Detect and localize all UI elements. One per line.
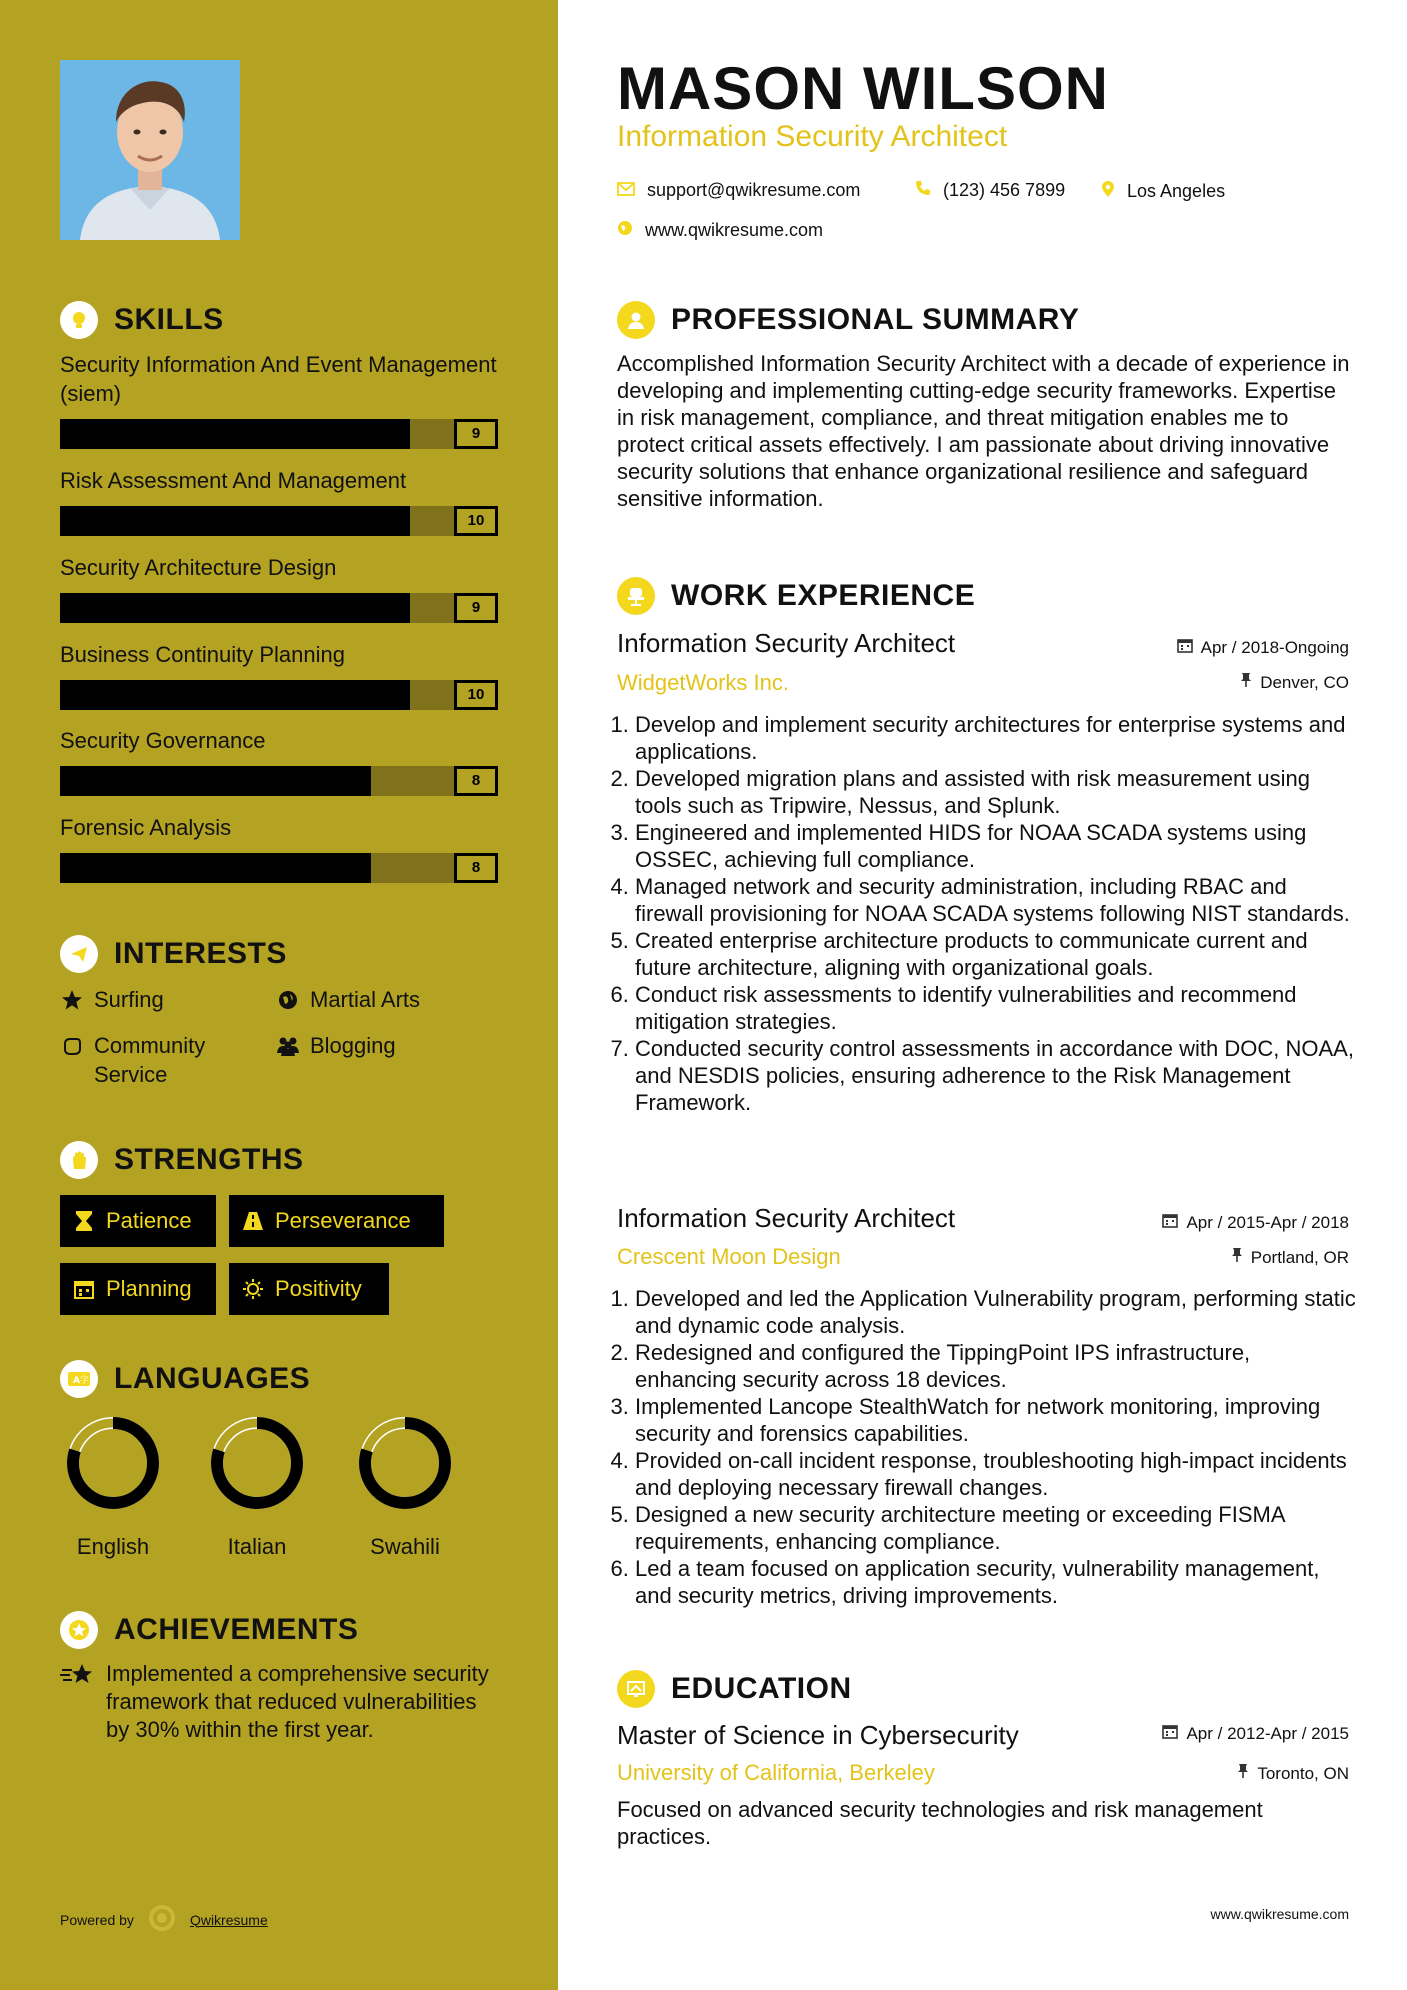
job-responsibilities (617, 711, 1357, 1116)
strength-badge (229, 1195, 444, 1247)
education-location-text: Toronto, ON (1257, 1763, 1349, 1783)
svg-text:字: 字 (80, 1376, 90, 1386)
pushpin-icon (1240, 672, 1252, 693)
job-title: Information Security Architect (617, 628, 956, 658)
skills-heading (60, 301, 224, 339)
interest-label: Surfing (94, 987, 164, 1012)
languages-title: LANGUAGES (114, 1362, 311, 1395)
job-location-text: Denver, CO (1260, 672, 1349, 692)
degree-title: Master of Science in Cybersecurity (617, 1720, 1019, 1750)
globe-icon (617, 220, 633, 241)
skill-bar (60, 853, 498, 883)
achievements-title: ACHIEVEMENTS (114, 1613, 359, 1646)
achievement-text: Implemented a comprehensive security framework that reduced vulnerabilities by 30% within the first year. (106, 1661, 489, 1742)
interest-item (276, 985, 420, 1014)
skills-title: SKILLS (114, 303, 224, 336)
envelope-icon (617, 180, 635, 201)
strength-badge (229, 1263, 389, 1315)
svg-text:A: A (73, 1376, 80, 1386)
contact-phone[interactable] (915, 180, 1065, 201)
skill-bar-fill (60, 680, 410, 710)
hand-raised-icon (60, 1141, 98, 1179)
skill-bar-fill (60, 419, 410, 449)
hand-icon (60, 1031, 84, 1060)
responsibility-item: 1. Developed and led the Application Vulnerability program, performing static and dynamic code analysis. (635, 1285, 1357, 1339)
interest-item (60, 985, 164, 1014)
job-location (1231, 1247, 1349, 1268)
language-ring (357, 1415, 453, 1511)
skill-bar (60, 680, 498, 710)
responsibility-item: 5. Created enterprise architecture products to communicate current and future architecture, aligning with organizational goals. (635, 927, 1357, 981)
responsibility-item: 3. Implemented Lancope StealthWatch for network monitoring, improving security and forensics capabilities. (635, 1393, 1357, 1447)
job-company: WidgetWorks Inc. (617, 670, 789, 695)
candidate-name: MASON WILSON (617, 55, 1109, 122)
responsibility-item: 6. Conduct risk assessments to identify vulnerabilities and recommend mitigation strategies. (635, 981, 1357, 1035)
profile-photo (60, 60, 240, 240)
job-dates-text: Apr / 2015-Apr / 2018 (1186, 1212, 1349, 1232)
language-name: Swahili (370, 1534, 440, 1559)
strength-label: Planning (106, 1276, 192, 1301)
profile-photo-illustration (60, 60, 240, 240)
skill-name: Risk Assessment And Management (60, 468, 407, 493)
contact-email[interactable] (617, 180, 860, 201)
qwikresume-link[interactable]: Qwikresume (189, 1911, 268, 1928)
calendar-icon (1162, 1723, 1178, 1744)
language-item (340, 1415, 470, 1560)
interest-label: Martial Arts (310, 987, 421, 1012)
calendar-icon (1177, 637, 1193, 658)
job-location (1240, 672, 1349, 693)
powered-by (60, 1904, 268, 1935)
job-company: Crescent Moon Design (617, 1244, 841, 1269)
skill-score: 8 (454, 766, 498, 796)
skill-item (60, 553, 498, 616)
responsibility-item: 3. Engineered and implemented HIDS for NOAA SCADA systems using OSSEC, achieving full compliance. (635, 819, 1357, 873)
responsibility-item: 4. Managed network and security administration, including RBAC and firewall provisioning for NOAA SCADA systems following NIST standards. (635, 873, 1357, 927)
strengths-title: STRENGTHS (114, 1143, 304, 1176)
achievements-heading (60, 1611, 358, 1649)
summary-title: PROFESSIONAL SUMMARY (671, 303, 1080, 336)
pushpin-icon (1231, 1247, 1243, 1268)
language-name: Italian (227, 1534, 287, 1559)
language-name: English (76, 1534, 150, 1559)
language-ring (65, 1415, 161, 1511)
phone-text: (123) 456 7899 (943, 180, 1066, 200)
skill-score: 10 (454, 680, 498, 710)
skill-score: 9 (454, 419, 498, 449)
skill-score: 9 (454, 593, 498, 623)
languages-heading (60, 1360, 310, 1398)
skill-item (60, 350, 498, 442)
sun-icon (241, 1277, 265, 1301)
strength-label: Patience (106, 1208, 192, 1233)
education-dates (1162, 1723, 1349, 1744)
strength-badge (60, 1263, 216, 1315)
responsibility-item: 2. Redesigned and configured the TippingPoint IPS infrastructure, enhancing security across 18 devices. (635, 1339, 1357, 1393)
paper-plane-icon (60, 935, 98, 973)
work-title: WORK EXPERIENCE (671, 579, 976, 612)
summary-text: Accomplished Information Security Architect with a decade of experience in developing and implementing cutting-edge security frameworks. Expertise in risk management, compliance, and threat mitigation enables me to protect critical assets effectively. I am passionate about driving innovative security solutions that enhance organizational resilience and safeguard sensitive information. (617, 351, 1350, 511)
achievement-item (60, 1660, 490, 1744)
education-description: Focused on advanced security technologies and risk management practices. (617, 1797, 1263, 1849)
skill-name: Security Information And Event Management (siem) (60, 352, 497, 406)
language-item (192, 1415, 322, 1560)
candidate-role: Information Security Architect (617, 120, 1008, 153)
skill-name: Business Continuity Planning (60, 642, 345, 667)
hourglass-icon (72, 1209, 96, 1233)
road-icon (241, 1209, 265, 1233)
skill-score: 8 (454, 853, 498, 883)
education-title: EDUCATION (671, 1672, 852, 1705)
education-location (1237, 1763, 1349, 1784)
footer-url[interactable]: www.qwikresume.com (1210, 1906, 1349, 1922)
skill-bar (60, 419, 498, 449)
qwikresume-logo-icon (148, 1904, 176, 1935)
contact-website[interactable] (617, 220, 823, 241)
calendar-icon (1162, 1212, 1178, 1233)
skill-item (60, 813, 498, 876)
location-text: Los Angeles (1127, 181, 1226, 201)
pushpin-icon (1237, 1763, 1249, 1784)
language-icon (60, 1360, 98, 1398)
interest-item (276, 1031, 396, 1060)
skill-name: Security Governance (60, 728, 266, 753)
lightbulb-icon (60, 301, 98, 339)
email-text: support@qwikresume.com (647, 180, 861, 200)
map-pin-icon (1101, 180, 1115, 203)
job-dates-text: Apr / 2018-Ongoing (1200, 637, 1349, 657)
responsibility-item: 7. Conducted security control assessments in accordance with DOC, NOAA, and NESDIS policies, ensuring adherence to the Risk Management Framework. (635, 1035, 1357, 1116)
strength-badge (60, 1195, 216, 1247)
school-name: University of California, Berkeley (617, 1760, 935, 1785)
skill-item (60, 640, 498, 703)
responsibility-item: 6. Led a team focused on application security, vulnerability management, and security metrics, driving improvements. (635, 1555, 1357, 1609)
work-heading (617, 577, 975, 615)
globe-icon (276, 985, 300, 1014)
skill-name: Security Architecture Design (60, 555, 337, 580)
education-heading (617, 1670, 852, 1708)
phone-icon (915, 180, 931, 201)
interest-label: Community Service (94, 1033, 206, 1087)
language-ring (209, 1415, 305, 1511)
education-dates-text: Apr / 2012-Apr / 2015 (1186, 1723, 1349, 1743)
skill-name: Forensic Analysis (60, 815, 232, 840)
responsibility-item: 1. Develop and implement security architectures for enterprise systems and applications. (635, 711, 1357, 765)
responsibility-item: 4. Provided on-call incident response, troubleshooting high-impact incidents and deploying necessary firewall changes. (635, 1447, 1357, 1501)
skill-item (60, 466, 498, 529)
star-badge-icon (60, 1611, 98, 1649)
strength-label: Positivity (275, 1276, 362, 1301)
skill-bar-fill (60, 766, 371, 796)
interests-title: INTERESTS (114, 937, 287, 970)
skill-bar-fill (60, 853, 371, 883)
strengths-heading (60, 1141, 304, 1179)
summary-heading (617, 301, 1079, 339)
briefcase-chair-icon (617, 577, 655, 615)
interest-item (60, 1031, 250, 1089)
user-icon (617, 301, 655, 339)
strength-label: Perseverance (275, 1208, 411, 1233)
skill-bar-fill (60, 506, 410, 536)
responsibility-item: 2. Developed migration plans and assisted with risk measurement using tools such as Tripwire, Nessus, and Splunk. (635, 765, 1357, 819)
skill-bar (60, 766, 498, 796)
powered-by-label: Powered by (60, 1911, 134, 1928)
contact-location (1101, 180, 1225, 203)
users-icon (276, 1031, 300, 1060)
job-responsibilities (617, 1285, 1357, 1609)
responsibility-item: 5. Designed a new security architecture meeting or exceeding FISMA requirements, enhancing compliance. (635, 1501, 1357, 1555)
skill-bar-fill (60, 593, 410, 623)
skill-bar (60, 506, 498, 536)
star-icon (60, 985, 84, 1014)
interests-heading (60, 935, 287, 973)
job-location-text: Portland, OR (1250, 1247, 1349, 1267)
website-text: www.qwikresume.com (645, 220, 824, 240)
job-dates (1162, 1212, 1349, 1233)
skill-item (60, 726, 498, 789)
job-dates (1177, 637, 1349, 658)
calendar-icon (72, 1277, 96, 1301)
stars-icon (60, 1662, 94, 1744)
job-title: Information Security Architect (617, 1203, 956, 1233)
interest-label: Blogging (310, 1033, 396, 1058)
skill-bar (60, 593, 498, 623)
language-item (48, 1415, 178, 1560)
graduation-icon (617, 1670, 655, 1708)
skill-score: 10 (454, 506, 498, 536)
